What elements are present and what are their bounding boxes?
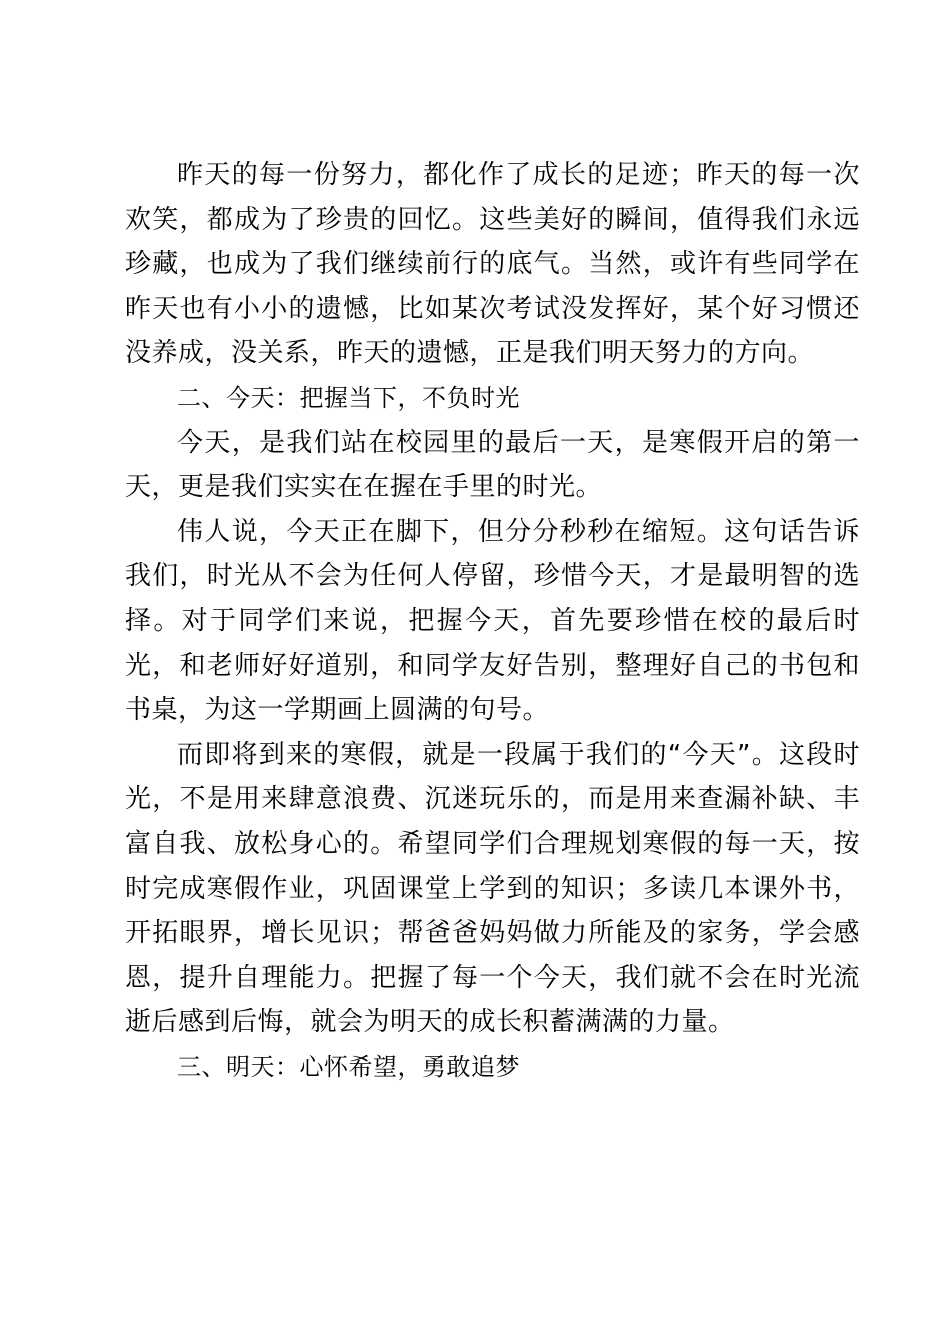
- section-heading-tomorrow: 三、明天：心怀希望，勇敢追梦: [177, 1052, 520, 1081]
- paragraph-today-intro: 今天，是我们站在校园里的最后一天，是寒假开启的第一天，更是我们实实在在握在手里的时光。: [125, 427, 860, 503]
- paragraph-winter-break: 而即将到来的寒假，就是一段属于我们的“今天”。这段时光，不是用来肆意浪费、沉迷玩乐的，而是用来查漏补缺、丰富自我、放松身心的。希望同学们合理规划寒假的每一天，按时完成寒假作业，巩固课堂上学到的知识；多读几本课外书，开拓眼界，增长见识；帮爸爸妈妈做力所能及的家务，学会感恩，提升自理能力。把握了每一个今天，我们就不会在时光流逝后感到后悔，就会为明天的成长积蓄满满的力量。: [125, 739, 860, 1038]
- section-heading-today: 二、今天：把握当下，不负时光: [177, 383, 520, 412]
- paragraph-yesterday: 昨天的每一份努力，都化作了成长的足迹；昨天的每一次欢笑，都成为了珍贵的回忆。这些美好的瞬间，值得我们永远珍藏，也成为了我们继续前行的底气。当然，或许有些同学在昨天也有小小的遗憾，比如某次考试没发挥好，某个好习惯还没养成，没关系，昨天的遗憾，正是我们明天努力的方向。: [125, 160, 860, 369]
- document-page: [125, 153, 860, 1089]
- paragraph-today-quote: 伟人说，今天正在脚下，但分分秒秒在缩短。这句话告诉我们，时光从不会为任何人停留，珍惜今天，才是最明智的选择。对于同学们来说，把握今天，首先要珍惜在校的最后时光，和老师好好道别，和同学友好告别，整理好自己的书包和书桌，为这一学期画上圆满的句号。: [125, 516, 860, 726]
